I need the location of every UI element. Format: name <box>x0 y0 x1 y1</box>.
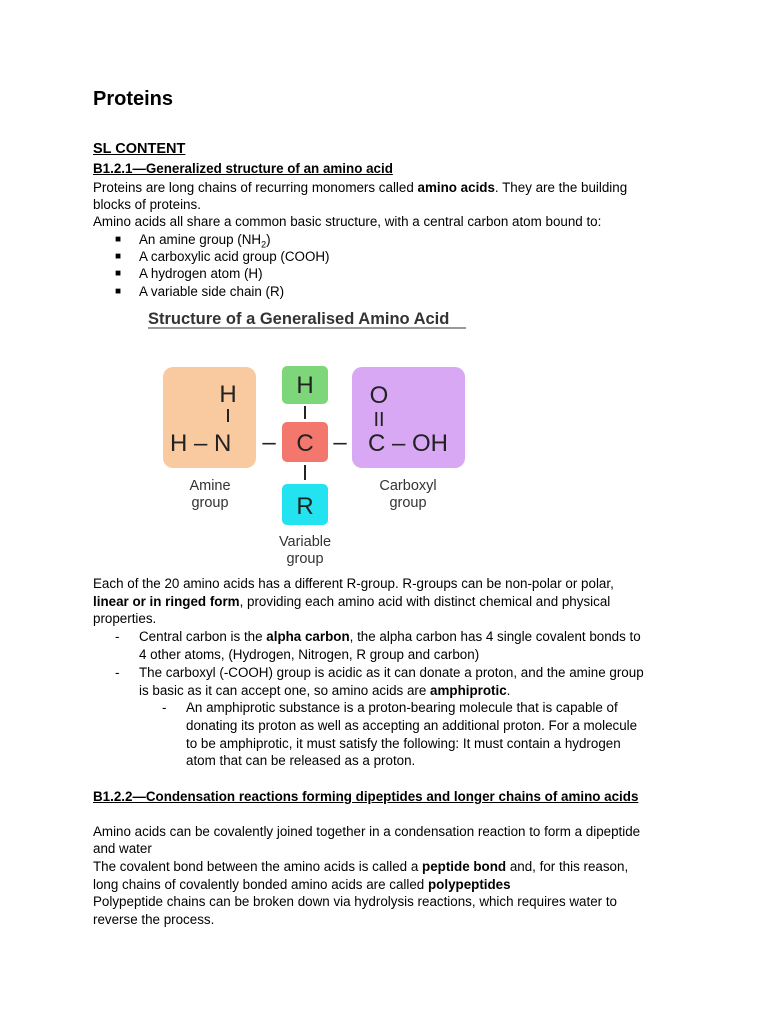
list-item: An amine group $(NH_2)$ <box>139 232 271 250</box>
variable-label-line1: Variable <box>278 534 332 550</box>
paragraph-structure: Amino acids all share a common basic structure, with a central carbon atom bound to: <box>93 214 602 229</box>
page-title: Proteins <box>93 88 174 110</box>
dash-item-amphiprotic-line4: atom that can be released as a proton. <box>186 753 416 768</box>
paragraph-condensation-line2: and water <box>93 841 152 856</box>
section-heading-b122: B1.2.2—Condensation reactions forming dipeptides and longer chains of amino acids <box>93 789 639 804</box>
paragraph-condensation-line1: Amino acids can be covalently joined together in a condensation reaction to form a dipeptide <box>93 824 641 839</box>
dash-item-carboxyl-line1: The carboxyl (-COOH) group is acidic as it can donate a proton, and the amine group <box>139 665 644 680</box>
diagram-title: Structure of a Generalised Amino Acid <box>148 310 450 328</box>
paragraph-hydrolysis-line1: Polypeptide chains can be broken down via hydrolysis reactions, which requires water to <box>93 894 618 909</box>
dash-marker: - <box>115 629 120 644</box>
list-item: A carboxylic acid group (COOH) <box>139 249 330 264</box>
dash-marker: - <box>162 700 167 715</box>
sl-content-heading: SL CONTENT <box>93 141 186 157</box>
carboxyl-double-bond: II <box>373 409 385 431</box>
paragraph-rgroup-line2: linear or in ringed form, providing each amino acid with distinct chemical and physical <box>93 594 611 609</box>
variable-label-line2: group <box>286 551 324 567</box>
dash-marker: - <box>115 665 120 680</box>
carboxyl-oxygen: O <box>369 382 389 409</box>
paragraph-polypeptides: long chains of covalently bonded amino acids are called polypeptides <box>93 877 511 892</box>
amine-label-line2: group <box>191 495 229 511</box>
carboxyl-label-line2: group <box>389 495 427 511</box>
paragraph-peptide-bond: The covalent bond between the amino acids is called a peptide bond and, for this reason, <box>93 859 629 874</box>
dash-item-alpha-carbon-line2: 4 other atoms, (Hydrogen, Nitrogen, R group and carbon) <box>139 647 480 662</box>
paragraph-intro-line2: blocks of proteins. <box>93 197 201 212</box>
amine-hydrogen: H <box>219 381 237 408</box>
central-carbon: C <box>296 430 314 457</box>
paragraph-rgroup-line1: Each of the 20 amino acids has a different R-group. R-groups can be non-polar or polar, <box>93 576 614 591</box>
paragraph-intro-line1: Proteins are long chains of recurring monomers called amino acids. They are the building <box>93 180 628 195</box>
carboxyl-label-line1: Carboxyl <box>379 478 437 494</box>
list-item: A variable side chain (R) <box>139 284 285 299</box>
section-heading-b121: B1.2.1—Generalized structure of an amino acid <box>93 161 393 176</box>
amine-nitrogen: H – N <box>170 430 232 457</box>
dash-item-amphiprotic-line3: to be amphiprotic, it must satisfy the following: It must contain a hydrogen <box>186 736 621 751</box>
bullet-marker: ■ <box>115 251 122 262</box>
dash-item-alpha-carbon-line1: Central carbon is the alpha carbon, the alpha carbon has 4 single covalent bonds to <box>139 629 641 644</box>
r-group-letter: R <box>296 493 314 520</box>
bullet-marker: ■ <box>115 234 122 245</box>
left-bond: – <box>262 429 276 456</box>
paragraph-hydrolysis-line2: reverse the process. <box>93 912 215 927</box>
dash-item-carboxyl-line2: is basic as it can accept one, so amino acids are amphiprotic. <box>139 683 511 698</box>
right-bond: – <box>333 429 347 456</box>
paragraph-rgroup-line3: properties. <box>93 611 157 626</box>
bullet-marker: ■ <box>115 286 122 297</box>
dash-item-amphiprotic-line1: An amphiprotic substance is a proton-bearing molecule that is capable of <box>186 700 618 715</box>
carboxyl-coh: C – OH <box>368 430 449 457</box>
amino-acid-diagram <box>140 300 480 575</box>
list-item: A hydrogen atom (H) <box>139 266 263 281</box>
bullet-marker: ■ <box>115 268 122 279</box>
top-hydrogen: H <box>296 372 314 399</box>
amine-label-line1: Amine <box>189 478 231 494</box>
dash-item-amphiprotic-line2: donating its proton as well as accepting an additional proton. For a molecule <box>186 718 638 733</box>
